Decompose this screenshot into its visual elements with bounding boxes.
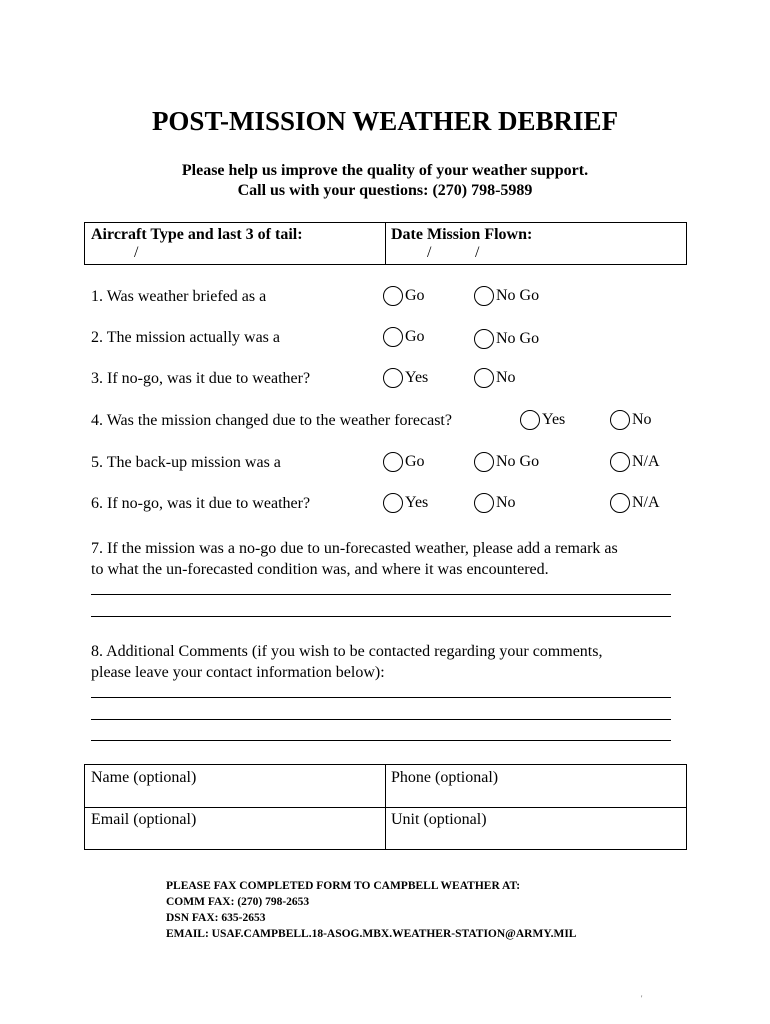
radio-circle-icon[interactable] — [474, 368, 494, 388]
question-3: 3. If no-go, was it due to weather? — [91, 370, 311, 387]
fax-instruction: PLEASE FAX COMPLETED FORM TO CAMPBELL WEATHER AT: — [166, 880, 521, 892]
option-label: Yes — [405, 494, 429, 511]
q1-option-go[interactable] — [383, 286, 425, 306]
radio-circle-icon[interactable] — [474, 452, 494, 472]
q6-option-yes[interactable] — [383, 493, 428, 513]
question-2: 2. The mission actually was a — [91, 329, 280, 346]
page-mark: ' — [641, 994, 643, 1003]
q5-option-go[interactable] — [383, 452, 425, 472]
q3-option-no[interactable] — [474, 368, 516, 388]
remark-line-1[interactable] — [91, 594, 671, 595]
radio-circle-icon[interactable] — [474, 286, 494, 306]
radio-circle-icon[interactable] — [383, 286, 403, 306]
remark-line-2[interactable] — [91, 616, 671, 617]
phone-field[interactable]: Phone (optional) — [391, 769, 499, 786]
contact-email: EMAIL: USAF.CAMPBELL.18-ASOG.MBX.WEATHER-STATION@ARMY.MIL — [166, 928, 577, 940]
date-flown-label: Date Mission Flown: — [391, 226, 533, 243]
option-label: Yes — [405, 369, 429, 386]
radio-circle-icon[interactable] — [474, 493, 494, 513]
radio-circle-icon[interactable] — [520, 410, 540, 430]
contact-box — [84, 764, 687, 850]
radio-circle-icon[interactable] — [383, 327, 403, 347]
comment-line-1[interactable] — [91, 697, 671, 698]
aircraft-tail-slash: / — [134, 244, 139, 261]
question-7 — [91, 538, 691, 580]
radio-circle-icon[interactable] — [610, 410, 630, 430]
q6-option-na[interactable] — [610, 493, 660, 513]
radio-circle-icon[interactable] — [383, 493, 403, 513]
date-slash-1: / — [427, 244, 432, 261]
radio-circle-icon[interactable] — [383, 368, 403, 388]
q1-option-no-go[interactable] — [474, 286, 539, 306]
comment-line-3[interactable] — [91, 740, 671, 741]
dsn-fax: DSN FAX: 635-2653 — [166, 912, 266, 924]
option-label: Go — [405, 453, 425, 470]
subtitle-help: Please help us improve the quality of your weather support. — [181, 162, 589, 179]
question-8-line-1: 8. Additional Comments (if you wish to be contacted regarding your comments, — [91, 643, 603, 660]
question-1: 1. Was weather briefed as a — [91, 288, 267, 305]
q5-option-no-go[interactable] — [474, 452, 539, 472]
option-label: N/A — [632, 453, 660, 470]
question-8-line-2: please leave your contact information below): — [91, 664, 385, 681]
question-7-line-2: to what the un-forecasted condition was, and where it was encountered. — [91, 561, 549, 578]
question-4: 4. Was the mission changed due to the weather forecast? — [91, 412, 452, 429]
aircraft-type-label: Aircraft Type and last 3 of tail: — [91, 226, 303, 243]
option-label: Go — [405, 328, 425, 345]
aircraft-date-box — [84, 222, 687, 265]
box-divider — [385, 223, 386, 264]
question-6: 6. If no-go, was it due to weather? — [91, 495, 311, 512]
q5-option-na[interactable] — [610, 452, 660, 472]
email-field[interactable]: Email (optional) — [91, 811, 197, 828]
form-title: POST-MISSION WEATHER DEBRIEF — [151, 106, 619, 136]
unit-field[interactable]: Unit (optional) — [391, 811, 487, 828]
fax-info — [166, 878, 576, 942]
name-field[interactable]: Name (optional) — [91, 769, 197, 786]
subtitle-phone: Call us with your questions: (270) 798-5989 — [237, 182, 533, 199]
q6-option-no[interactable] — [474, 493, 516, 513]
q4-option-yes[interactable] — [520, 410, 565, 430]
comment-line-2[interactable] — [91, 719, 671, 720]
option-label: No Go — [496, 287, 540, 304]
option-label: Go — [405, 287, 425, 304]
option-label: No — [496, 369, 516, 386]
contact-box-hdivider — [85, 807, 686, 808]
option-label: No Go — [496, 330, 540, 347]
question-7-line-1: 7. If the mission was a no-go due to un-forecasted weather, please add a remark as — [91, 540, 618, 557]
radio-circle-icon[interactable] — [610, 493, 630, 513]
option-label: Yes — [542, 411, 566, 428]
comm-fax: COMM FAX: (270) 798-2653 — [166, 896, 310, 908]
q4-option-no[interactable] — [610, 410, 652, 430]
date-slash-2: / — [475, 244, 480, 261]
radio-circle-icon[interactable] — [610, 452, 630, 472]
q3-option-yes[interactable] — [383, 368, 428, 388]
option-label: No — [496, 494, 516, 511]
radio-circle-icon[interactable] — [383, 452, 403, 472]
q2-option-go[interactable] — [383, 327, 425, 347]
question-5: 5. The back-up mission was a — [91, 454, 281, 471]
question-8 — [91, 641, 691, 683]
q2-option-no-go[interactable] — [474, 329, 539, 349]
option-label: No — [632, 411, 652, 428]
option-label: N/A — [632, 494, 660, 511]
option-label: No Go — [496, 453, 540, 470]
radio-circle-icon[interactable] — [474, 329, 494, 349]
